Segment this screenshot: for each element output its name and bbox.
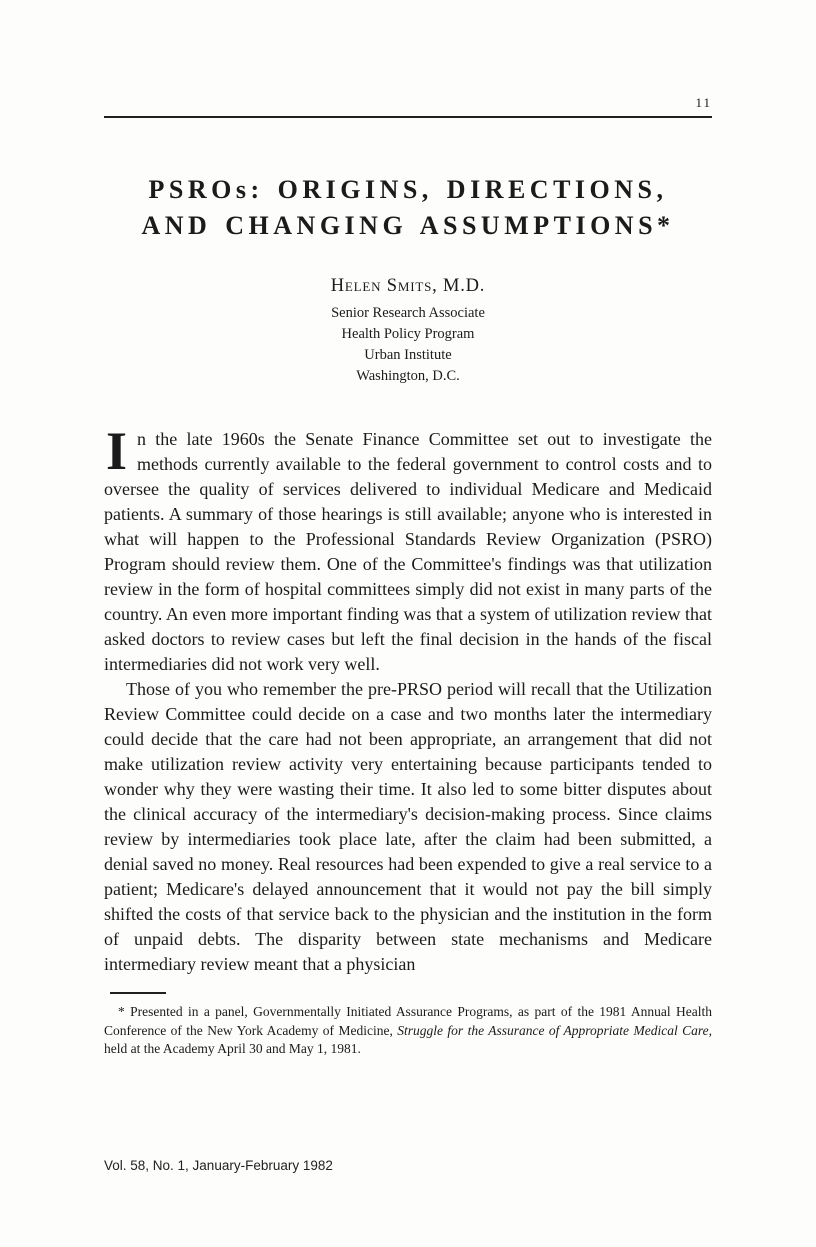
affiliation-line: Health Policy Program xyxy=(341,326,475,342)
article-body xyxy=(104,421,712,977)
footnote-marker: * xyxy=(118,1004,125,1019)
paragraph-2 xyxy=(104,677,712,977)
author-affiliation xyxy=(104,303,712,387)
footnote xyxy=(104,1003,712,1059)
affiliation-line: Urban Institute xyxy=(364,347,452,363)
article-title xyxy=(104,172,712,244)
author-name: Helen Smits, M.D. xyxy=(330,276,486,296)
affiliation-line: Senior Research Associate xyxy=(331,305,485,321)
header-rule xyxy=(104,116,712,118)
journal-footer: Vol. 58, No. 1, January-February 1982 xyxy=(104,1158,333,1173)
article-title-line2: AND CHANGING ASSUMPTIONS* xyxy=(141,211,675,240)
paragraph-1-text: n the late 1960s the Senate Finance Committee set out to investigate the methods currently available to the federal government to control costs and to oversee the quality of services delivered to individual Medicare and Medicaid patients. A summary of those hearings is still available; anyone who is interested in what will happen to the Professional Standards Review Organization (PSRO) Program should review them. One of the Committee's findings was that utilization review in the form of hospital committees simply did not exist in many parts of the country. An even more important finding was that a system of utilization review that asked doctors to review cases but left the final decision in the hands of the fiscal intermediaries did not work very well. xyxy=(104,429,712,674)
page-number: 11 xyxy=(695,95,712,110)
article-title-line1: PSROs: ORIGINS, DIRECTIONS, xyxy=(148,175,668,204)
footnote-text-before: Presented in a panel, Governmentally Initiated Assurance Programs, as part of the 1981 Annual Health Conference of the New York Academy of Medicine, xyxy=(104,1004,712,1038)
footnote-text-after: held at the Academy April 30 and May 1, 1981. xyxy=(104,1041,361,1056)
footnote-rule xyxy=(110,992,166,994)
affiliation-line: Washington, D.C. xyxy=(356,368,460,384)
paragraph-2-text: Those of you who remember the pre-PRSO period will recall that the Utilization Review Committee could decide on a case and two months later the intermediary could decide that the care had not been appropriate, an arrangement that did not make utilization review activity very entertaining because participants tended to wonder why they were wasting their time. It also led to some bitter disputes about the clinical accuracy of the intermediary's decision-making process. Since claims review by intermediaries took place late, after the claim had been submitted, a denial saved no money. Real resources had been expended to give a real service to a patient; Medicare's delayed announcement that it would not pay the bill simply shifted the costs of that service back to the physician and the institution in the form of unpaid debts. The disparity between state mechanisms and Medicare intermediary review meant that a physician xyxy=(104,679,712,974)
footnote-italic-title: Struggle for the Assurance of Appropriate Medical Care, xyxy=(397,1022,712,1038)
paragraph-1 xyxy=(104,421,712,677)
dropcap-letter: I xyxy=(106,421,128,481)
